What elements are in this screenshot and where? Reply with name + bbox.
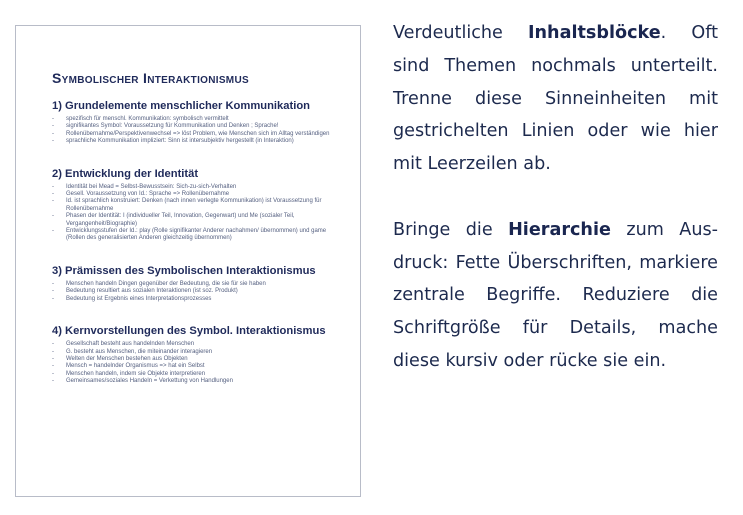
- tip-paragraph-blocks: [393, 17, 718, 181]
- bullet-list: [52, 116, 346, 146]
- section-heading: 1) Grundelemente menschlicher Kommunikation: [52, 100, 310, 112]
- tip-text: Bringe die: [393, 219, 509, 240]
- list-item: - Gemeinsames/soziales Handeln = Verkettung von Handlungen: [52, 378, 346, 385]
- tip-text: Verdeutliche: [393, 23, 528, 43]
- list-item: - G. besteht aus Menschen, die miteinander interagieren: [52, 349, 346, 356]
- section-praemissen: [52, 265, 346, 303]
- list-item: - Entwicklungsstufen der Id.: play (Rolle signifikanter Anderer nachahmen/ übernommen) und game (Rollen des generalisierten Anderen gleichzeitig übernommen): [52, 228, 346, 243]
- list-item: - sprachliche Kommunikation impliziert: Sinn ist intersubjektiv hergestellt (in Interaktion): [52, 138, 346, 145]
- list-item: - Phasen der Identität: I (individueller Teil, Innovation, Gegenwart) und Me (sozialer Teil, Vergangenheit/Biographie): [52, 213, 346, 228]
- list-item: - Gesell. Voraussetzung von Id.: Sprache => Rollenübernahme: [52, 191, 346, 198]
- tip-paragraph-hierarchy: [393, 214, 718, 378]
- list-item: - Id. ist sprachlich konstruiert: Denken (nach innen verlegte Kommunikation) ist Voraussetzung für Rollenübernahme: [52, 198, 346, 213]
- section-grundelemente: [52, 100, 346, 146]
- list-item: - Identität bei Mead = Selbst-Bewusstsein: Sich-zu-sich-Verhalten: [52, 184, 346, 191]
- keyword-hierarchie: Hierarchie: [508, 219, 611, 240]
- section-kernvorstellungen: [52, 325, 346, 385]
- section-heading: 4) Kernvorstellungen des Symbol. Interaktionismus: [52, 325, 326, 338]
- tip-text: . Oft sind Themen nochmals unterteilt. Trenne diese Sinneinheiten mit gestrichelten Linien oder wie hier mit Leerzeilen ab.: [393, 23, 718, 175]
- bullet-list: [52, 341, 346, 385]
- list-item: - Gesellschaft besteht aus handelnden Menschen: [52, 341, 346, 348]
- list-item: - Welten der Menschen bestehen aus Objekten: [52, 356, 346, 363]
- list-item: - Menschen handeln Dingen gegenüber der Bedeutung, die sie für sie haben: [52, 281, 346, 288]
- bullet-list: [52, 281, 346, 303]
- list-item: - Menschen handeln, indem sie Objekte interpretieren: [52, 371, 346, 378]
- section-heading: 2) Entwicklung der Identität: [52, 167, 199, 180]
- bullet-list: [52, 184, 346, 243]
- keyword-inhaltsbloecke: Inhaltsblöcke: [527, 23, 661, 43]
- list-item: - Rollenübernahme/Perspektivenwechsel => löst Problem, wie Menschen sich im Alltag verständigen: [52, 131, 346, 138]
- list-item: - Bedeutung ist Ergebnis eines Interpretationsprozesses: [52, 296, 346, 303]
- list-item: - spezifisch für menschl. Kommunikation: symbolisch vermittelt: [52, 116, 346, 123]
- tip-text: zum Ausdruck: Fette Überschriften, markiere zentrale Begriffe. Reduziere die Schriftgröße für Details, mache diese kursiv oder rücke sie ein.: [393, 219, 719, 371]
- list-item: - Bedeutung resultiert aus sozialen Interaktionen (ist soz. Produkt): [52, 288, 346, 295]
- document-title: Symbolischer Interaktionismus: [52, 70, 249, 86]
- tips-text: [393, 17, 718, 411]
- list-item: - signifikantes Symbol: Voraussetzung für Kommunikation und Denken ; Sprache!: [52, 123, 346, 130]
- section-heading: 3) Prämissen des Symbolischen Interaktionismus: [52, 264, 316, 277]
- document-thumbnail: [15, 25, 361, 497]
- section-identitaet: [52, 168, 346, 243]
- list-item: - Mensch = handelnder Organismus => hat ein Selbst: [52, 363, 346, 370]
